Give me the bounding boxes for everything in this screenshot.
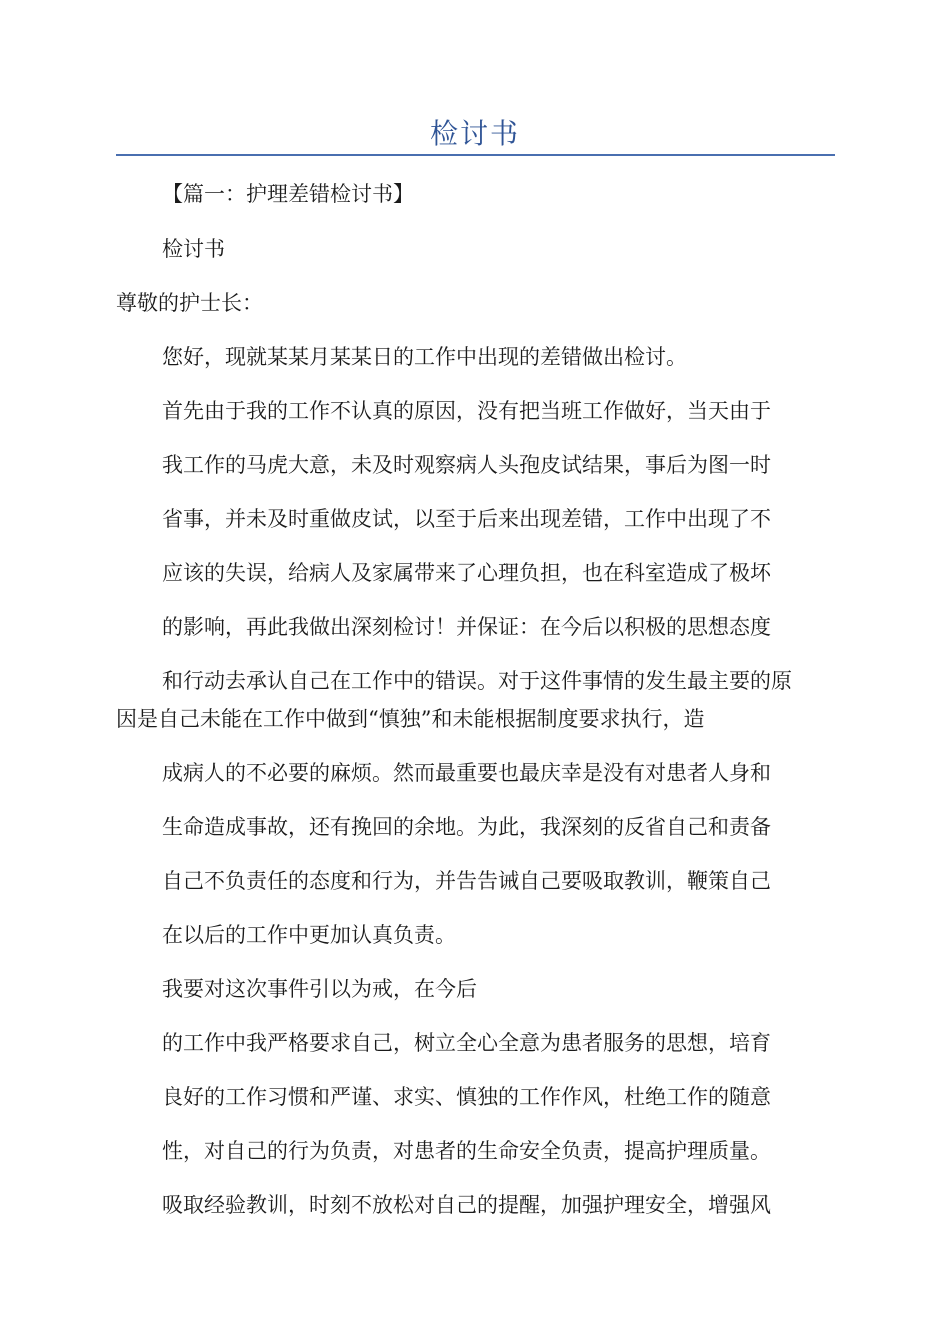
body-line: 成病人的不必要的麻烦。然而最重要也最庆幸是没有对患者人身和 [162,761,771,785]
salutation: 尊敬的护士长： [116,291,263,315]
body-line: 的工作中我严格要求自己，树立全心全意为患者服务的思想，培育 [162,1031,771,1055]
document-title: 检讨书 [429,117,520,150]
body-line: 我工作的马虎大意，未及时观察病人头孢皮试结果，事后为图一时 [162,453,771,477]
body-line: 在以后的工作中更加认真负责。 [162,923,456,947]
body-line: 应该的失误，给病人及家属带来了心理负担，也在科室造成了极坏 [162,561,771,585]
body-line: 首先由于我的工作不认真的原因，没有把当班工作做好，当天由于 [162,399,771,423]
body-line: 自己不负责任的态度和行为，并告告诫自己要吸取教训，鞭策自己 [162,869,771,893]
body-line: 和行动去承认自己在工作中的错误。对于这件事情的发生最主要的原 [162,669,792,693]
body-line: 我要对这次事件引以为戒，在今后 [162,977,477,1001]
body-line: 因是自己未能在工作中做到“慎独”和未能根据制度要求执行，造 [116,707,705,731]
title-underline [116,154,835,156]
body-line: 良好的工作习惯和严谨、求实、慎独的工作作风，杜绝工作的随意 [162,1085,771,1109]
body-line: 吸取经验教训，时刻不放松对自己的提醒，加强护理安全，增强风 [162,1193,771,1217]
section-heading: 【篇一：护理差错检讨书】 [162,182,414,206]
body-line: 省事，并未及时重做皮试，以至于后来出现差错，工作中出现了不 [162,507,771,531]
body-line: 性，对自己的行为负责，对患者的生命安全负责，提高护理质量。 [162,1139,771,1163]
letter-heading: 检讨书 [162,237,225,261]
body-line: 生命造成事故，还有挽回的余地。为此，我深刻的反省自己和责备 [162,815,771,839]
body-line: 您好，现就某某月某某日的工作中出现的差错做出检讨。 [162,345,687,369]
body-line: 的影响，再此我做出深刻检讨！并保证：在今后以积极的思想态度 [162,615,771,639]
